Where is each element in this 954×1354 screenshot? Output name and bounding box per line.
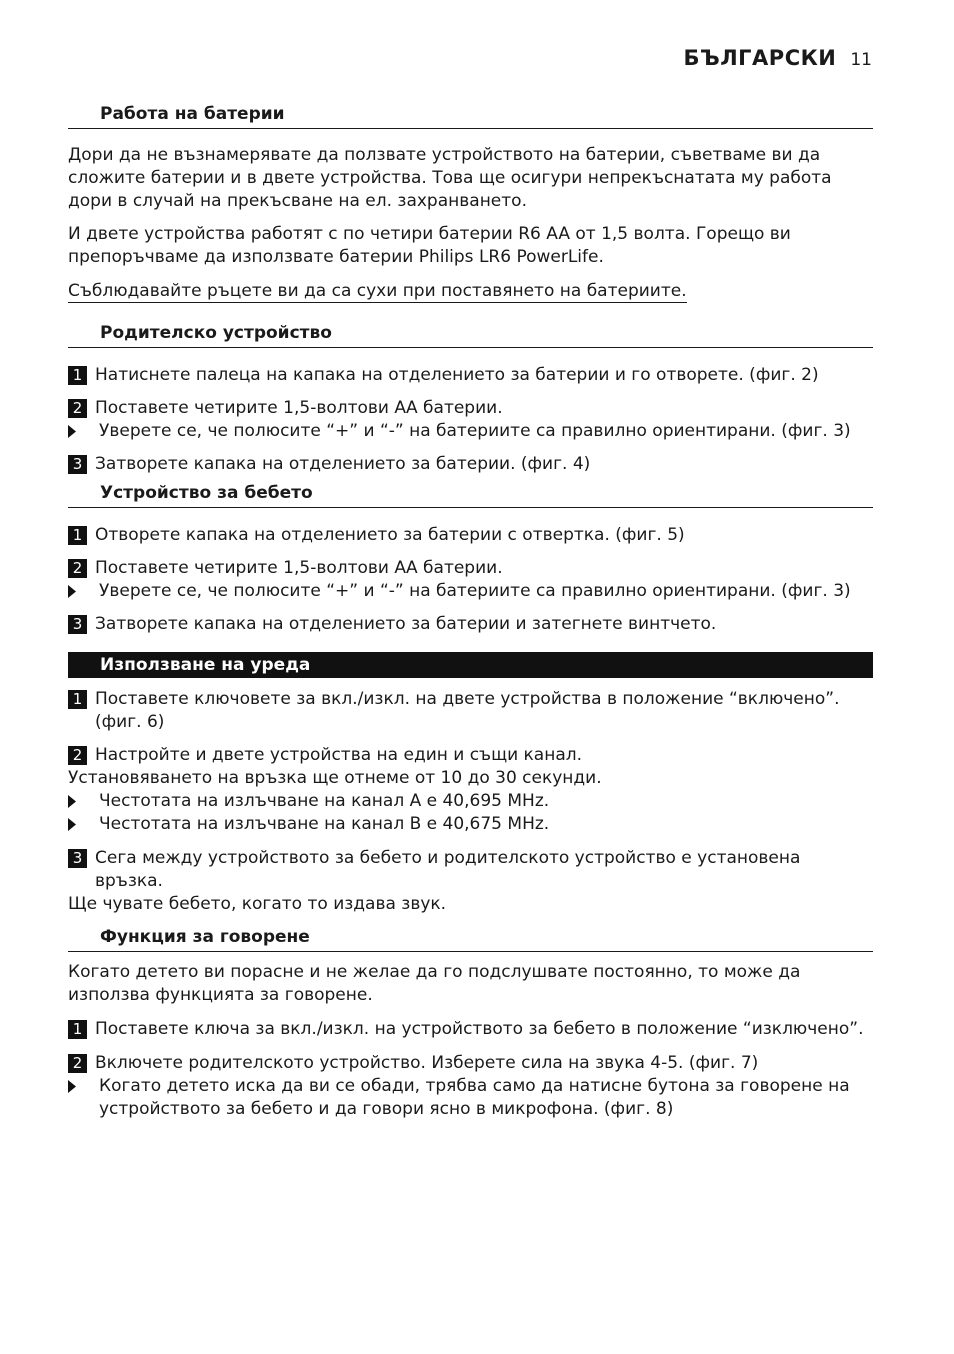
section-title-talk: Функция за говорене xyxy=(68,927,873,952)
section-title-usage: Използване на уреда xyxy=(68,652,873,678)
bullet-text: Честотата на излъчване на канал А е 40,695 MHz. xyxy=(99,791,550,811)
triangle-bullet-icon xyxy=(68,1075,99,1098)
step xyxy=(68,1018,873,1041)
bullet-text: Честотата на излъчване на канал В е 40,675 MHz. xyxy=(99,814,550,834)
paragraph: Дори да не възнамерявате да ползвате устройството на батерии, съветваме ви да сложите батерии и в двете устройства. Това ще осигури непрекъснатата му работа дори в случай на прекъсване на ел. захранването. xyxy=(68,145,832,211)
section-title-parent-unit: Родителско устройство xyxy=(68,323,873,348)
step xyxy=(68,613,873,636)
content xyxy=(68,104,873,1121)
bullet-item xyxy=(68,813,873,836)
step-number: 1 xyxy=(68,366,87,385)
paragraph: Когато детето ви порасне и не желае да го подслушвате постоянно, то може да използва функцията за говорене. xyxy=(68,962,801,1005)
step-text: Натиснете палеца на капака на отделението за батерии и го отворете. (фиг. 2) xyxy=(95,365,819,385)
triangle-bullet-icon xyxy=(68,420,99,443)
step-text: Отворете капака на отделението за батерии с отвертка. (фиг. 5) xyxy=(95,525,685,545)
language-label: БЪЛГАРСКИ xyxy=(683,46,837,70)
step xyxy=(68,1052,873,1075)
triangle-bullet-icon xyxy=(68,813,99,836)
step xyxy=(68,847,873,893)
step-number: 3 xyxy=(68,849,87,868)
step-text: Сега между устройството за бебето и родителското устройство е установена връзка. xyxy=(95,848,801,891)
step-number: 3 xyxy=(68,615,87,634)
section-title-batteries: Работа на батерии xyxy=(68,104,873,129)
bullet-item xyxy=(68,790,873,813)
page-header xyxy=(684,46,873,70)
bullet-item xyxy=(68,420,873,443)
step xyxy=(68,524,873,547)
step-text: Затворете капака на отделението за батерии и затегнете винтчето. xyxy=(95,614,717,634)
step-number: 2 xyxy=(68,746,87,765)
step xyxy=(68,557,873,580)
step xyxy=(68,397,873,420)
step-text: Поставете ключовете за вкл./изкл. на двете устройства в положение “включено”. (фиг. 6) xyxy=(95,689,840,732)
paragraph: И двете устройства работят с по четири батерии R6 AA от 1,5 волта. Горещо ви препоръчваме да използвате батерии Philips LR6 PowerLife. xyxy=(68,224,791,267)
step-text: Поставете четирите 1,5-волтови АА батерии. xyxy=(95,558,503,578)
step-text: Включете родителското устройство. Изберете сила на звука 4-5. (фиг. 7) xyxy=(95,1053,759,1073)
step-number: 3 xyxy=(68,455,87,474)
bullet-text: Уверете се, че полюсите “+” и “-” на батериите са правилно ориентирани. (фиг. 3) xyxy=(99,581,851,601)
step-number: 1 xyxy=(68,526,87,545)
step-text: Поставете четирите 1,5-волтови АА батерии. xyxy=(95,398,503,418)
page-number: 11 xyxy=(850,50,872,70)
step-text: Настройте и двете устройства на един и същи канал. xyxy=(95,745,583,765)
bullet-item xyxy=(68,1075,873,1121)
step-number: 1 xyxy=(68,1020,87,1039)
step-text: Поставете ключа за вкл./изкл. на устройството за бебето в положение “изключено”. xyxy=(95,1019,864,1039)
triangle-bullet-icon xyxy=(68,790,99,813)
step-number: 2 xyxy=(68,399,87,418)
section-title-baby-unit: Устройство за бебето xyxy=(68,483,873,508)
step xyxy=(68,453,873,476)
step-number: 2 xyxy=(68,1054,87,1073)
step-note: Установяването на връзка ще отнеме от 10 до 30 секунди. xyxy=(68,768,602,788)
step xyxy=(68,688,873,734)
warning-text: Съблюдавайте ръцете ви да са сухи при поставянето на батериите. xyxy=(68,281,687,301)
step-number: 1 xyxy=(68,690,87,709)
step-note: Ще чувате бебето, когато то издава звук. xyxy=(68,894,447,914)
step xyxy=(68,364,873,387)
step-number: 2 xyxy=(68,559,87,578)
triangle-bullet-icon xyxy=(68,580,99,603)
step xyxy=(68,744,873,767)
bullet-text: Уверете се, че полюсите “+” и “-” на батериите са правилно ориентирани. (фиг. 3) xyxy=(99,421,851,441)
step-text: Затворете капака на отделението за батерии. (фиг. 4) xyxy=(95,454,591,474)
bullet-item xyxy=(68,580,873,603)
bullet-text: Когато детето иска да ви се обади, трябва само да натисне бутона за говорене на устройството за бебето и да говори ясно в микрофона. (фиг. 8) xyxy=(99,1076,850,1119)
